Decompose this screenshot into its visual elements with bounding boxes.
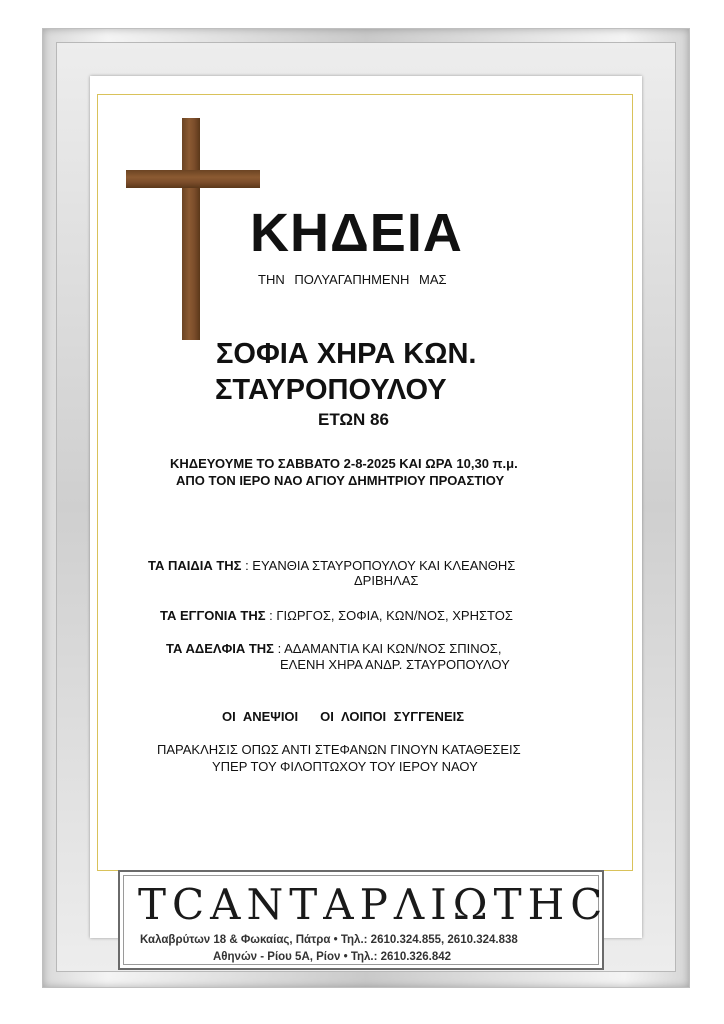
children-value-cont: ΔΡΙΒΗΛΑΣ (354, 573, 419, 588)
deceased-name-line2: ΣΤΑΥΡΟΠΟΥΛΟΥ (215, 374, 447, 406)
siblings-value: : ΑΔΑΜΑΝΤΙΑ ΚΑΙ ΚΩΝ/ΝΟΣ ΣΠΙΝΟΣ, (277, 641, 502, 656)
funeral-place-line: ΑΠΟ ΤΟΝ ΙΕΡΟ ΝΑΟ ΑΓΙΟΥ ΔΗΜΗΤΡΙΟΥ ΠΡΟΑΣΤΙΟΥ (176, 473, 505, 488)
siblings-value-cont: ΕΛΕΝΗ ΧΗΡΑ ΑΝΔΡ. ΣΤΑΥΡΟΠΟΥΛΟΥ (280, 657, 510, 672)
cross-horizontal-beam (126, 170, 260, 188)
cross-vertical-beam (182, 118, 200, 340)
siblings-label: ΤΑ ΑΔΕΛΦΙΑ ΤΗΣ (166, 641, 274, 656)
siblings-row (166, 641, 501, 656)
grandchildren-row (160, 608, 513, 623)
funeral-time-line: ΚΗΔΕΥΟΥΜΕ ΤΟ ΣΑΒΒΑΤΟ 2-8-2025 ΚΑΙ ΩΡΑ 10,30 π.μ. (170, 456, 518, 471)
notice-title: ΚΗΔΕΙΑ (250, 203, 463, 263)
grandchildren-value: : ΓΙΩΡΓΟΣ, ΣΟΦΙΑ, ΚΩΝ/ΝΟΣ, ΧΡΗΣΤΟΣ (269, 608, 513, 623)
nephews-label: ΟΙ ΑΝΕΨΙΟΙ (222, 709, 299, 724)
request-line2: ΥΠΕΡ ΤΟΥ ΦΙΛΟΠΤΩΧΟΥ ΤΟΥ ΙΕΡΟΥ ΝΑΟΥ (212, 759, 478, 774)
funeral-home-logo: ΤϹΑΝΤΑΡΛΙΩΤΗϹ (138, 880, 609, 929)
request-line1: ΠΑΡΑΚΛΗΣΙΣ ΟΠΩΣ ΑΝΤΙ ΣΤΕΦΑΝΩΝ ΓΙΝΟΥΝ ΚΑΤΑΘΕΣΕΙΣ (157, 742, 521, 757)
children-row (148, 558, 515, 573)
children-value: : ΕΥΑΝΘΙΑ ΣΤΑΥΡΟΠΟΥΛΟΥ ΚΑΙ ΚΛΕΑΝΘΗΣ (245, 558, 516, 573)
funeral-home-address-2: Αθηνών - Ρίου 5Α, Ρίον • Τηλ.: 2610.326.842 (213, 951, 452, 963)
notice-subtitle: ΤΗΝ ΠΟΛΥΑΓΑΠΗΜΕΝΗ ΜΑΣ (258, 272, 447, 287)
funeral-home-address-1: Καλαβρύτων 18 & Φωκαίας, Πάτρα • Τηλ.: 2610.324.855, 2610.324.838 (140, 934, 518, 946)
grandchildren-label: ΤΑ ΕΓΓΟΝΙΑ ΤΗΣ (160, 608, 266, 623)
deceased-age: ΕΤΩΝ 86 (318, 410, 389, 429)
relatives-row (222, 709, 464, 724)
other-relatives-label: ΟΙ ΛΟΙΠΟΙ ΣΥΓΓΕΝΕΙΣ (320, 709, 465, 724)
deceased-name-line1: ΣΟΦΙΑ ΧΗΡΑ ΚΩΝ. (216, 338, 477, 370)
children-label: ΤΑ ΠΑΙΔΙΑ ΤΗΣ (148, 558, 242, 573)
